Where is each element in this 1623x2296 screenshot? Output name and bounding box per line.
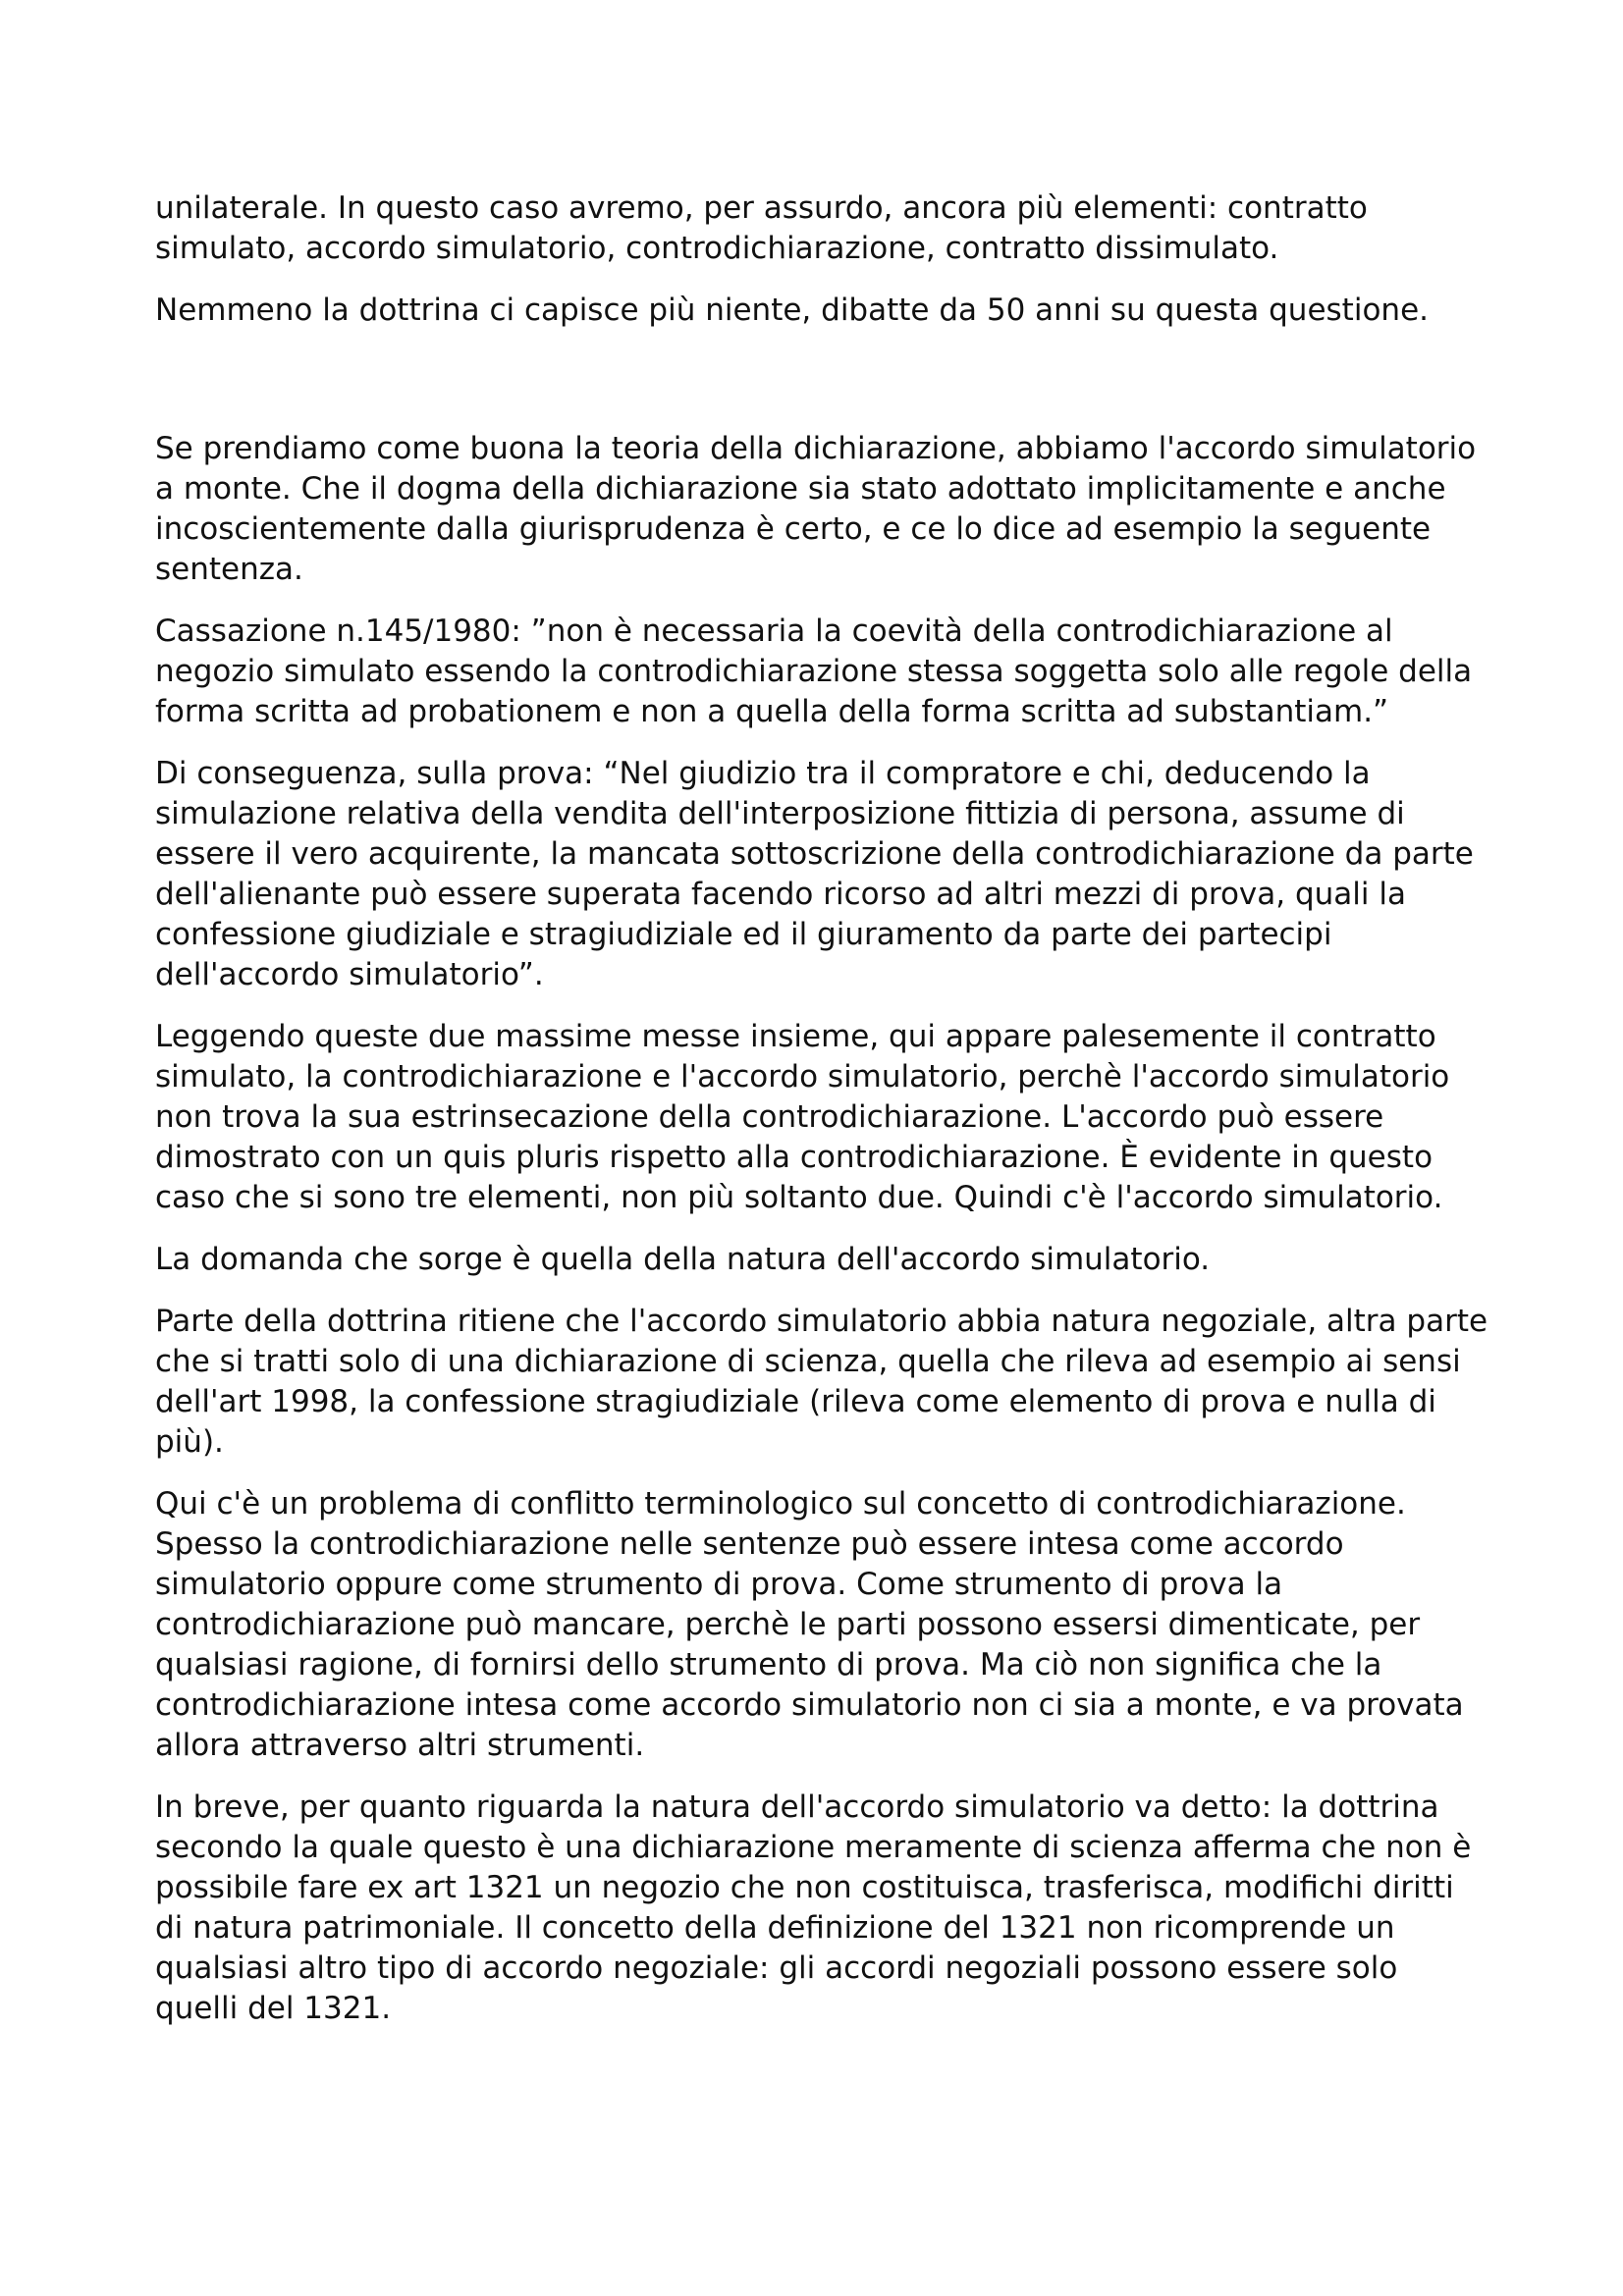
text-line: dell'alienante può essere superata facendo ricorso ad altri mezzi di prova, quali la: [155, 877, 1406, 912]
text-line: più).: [155, 1424, 224, 1460]
text-line: Se prendiamo come buona la teoria della dichiarazione, abbiamo l'accordo simulatorio: [155, 431, 1477, 466]
text-line: dell'accordo simulatorio”.: [155, 957, 544, 992]
text-line: controdichiarazione può mancare, perchè le parti possono essersi dimenticate, per: [155, 1607, 1421, 1642]
blank-spacer: [155, 352, 1490, 429]
text-line: simulato, accordo simulatorio, controdichiarazione, contratto dissimulato.: [155, 231, 1279, 266]
paragraph-4: [155, 612, 1490, 732]
text-line: qualsiasi altro tipo di accordo negoziale: gli accordi negoziali possono essere solo: [155, 1950, 1398, 1986]
text-line: simulatorio oppure come strumento di prova. Come strumento di prova la: [155, 1567, 1283, 1602]
document-body: [155, 188, 1490, 2051]
paragraph-5: [155, 754, 1490, 995]
text-line: possibile fare ex art 1321 un negozio che non costituisca, trasferisca, modifichi diritti: [155, 1870, 1454, 1905]
text-line: quelli del 1321.: [155, 1991, 392, 2026]
paragraph-9: [155, 1484, 1490, 1766]
text-line: a monte. Che il dogma della dichiarazione sia stato adottato implicitamente e anche: [155, 471, 1446, 507]
paragraph-6: [155, 1017, 1490, 1218]
text-line: allora attraverso altri strumenti.: [155, 1728, 645, 1763]
text-line: simulazione relativa della vendita dell'interposizione fittizia di persona, assume di: [155, 796, 1405, 831]
text-line: di natura patrimoniale. Il concetto della definizione del 1321 non ricomprende un: [155, 1910, 1395, 1946]
text-line: In breve, per quanto riguarda la natura dell'accordo simulatorio va detto: la dottrina: [155, 1789, 1439, 1825]
text-line: Qui c'è un problema di conflitto terminologico sul concetto di controdichiarazione.: [155, 1486, 1406, 1522]
text-line: dell'art 1998, la confessione stragiudiziale (rileva come elemento di prova e nulla di: [155, 1384, 1436, 1419]
text-line: Leggendo queste due massime messe insieme, qui appare palesemente il contratto: [155, 1019, 1436, 1054]
paragraph-8: [155, 1302, 1490, 1463]
text-line: confessione giudiziale e stragiudiziale ed il giuramento da parte dei partecipi: [155, 917, 1332, 952]
paragraph-7: [155, 1240, 1490, 1280]
text-line: Nemmeno la dottrina ci capisce più niente, dibatte da 50 anni su questa questione.: [155, 293, 1429, 328]
paragraph-2: [155, 291, 1490, 331]
text-line: essere il vero acquirente, la mancata sottoscrizione della controdichiarazione da parte: [155, 836, 1474, 872]
text-line: non trova la sua estrinsecazione della controdichiarazione. L'accordo può essere: [155, 1099, 1384, 1135]
text-line: Di conseguenza, sulla prova: “Nel giudizio tra il compratore e chi, deducendo la: [155, 756, 1371, 791]
text-line: forma scritta ad probationem e non a quella della forma scritta ad substantiam.”: [155, 694, 1389, 729]
text-line: controdichiarazione intesa come accordo simulatorio non ci sia a monte, e va provata: [155, 1687, 1464, 1723]
text-line: che si tratti solo di una dichiarazione di scienza, quella che rileva ad esempio ai sensi: [155, 1344, 1461, 1379]
text-line: dimostrato con un quis pluris rispetto alla controdichiarazione. È evidente in questo: [155, 1140, 1434, 1175]
text-line: incoscientemente dalla giurisprudenza è certo, e ce lo dice ad esempio la seguente: [155, 511, 1432, 547]
text-line: simulato, la controdichiarazione e l'accordo simulatorio, perchè l'accordo simulatorio: [155, 1059, 1450, 1095]
text-line: Parte della dottrina ritiene che l'accordo simulatorio abbia natura negoziale, altra parte: [155, 1304, 1488, 1339]
text-line: negozio simulato essendo la controdichiarazione stessa soggetta solo alle regole della: [155, 654, 1473, 689]
text-line: secondo la quale questo è una dichiarazione meramente di scienza afferma che non è: [155, 1830, 1472, 1865]
paragraph-1: [155, 188, 1490, 269]
text-line: unilaterale. In questo caso avremo, per assurdo, ancora più elementi: contratto: [155, 190, 1368, 226]
text-line: qualsiasi ragione, di fornirsi dello strumento di prova. Ma ciò non significa che la: [155, 1647, 1382, 1682]
paragraph-10: [155, 1788, 1490, 2029]
text-line: La domanda che sorge è quella della natura dell'accordo simulatorio.: [155, 1242, 1211, 1277]
text-line: Spesso la controdichiarazione nelle sentenze può essere intesa come accordo: [155, 1526, 1344, 1562]
text-line: Cassazione n.145/1980: ”non è necessaria la coevità della controdichiarazione al: [155, 614, 1393, 649]
text-line: caso che si sono tre elementi, non più soltanto due. Quindi c'è l'accordo simulatorio.: [155, 1180, 1443, 1215]
paragraph-3: [155, 429, 1490, 590]
text-line: sentenza.: [155, 552, 303, 587]
